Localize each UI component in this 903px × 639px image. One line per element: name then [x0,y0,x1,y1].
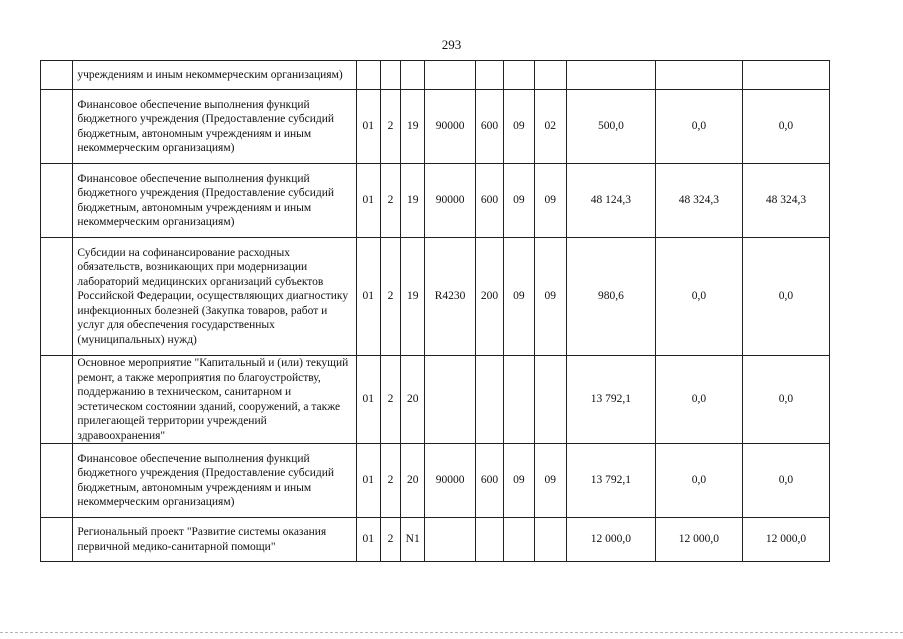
row-number-cell [41,61,73,90]
code-subprogram: 2 [380,444,400,518]
table-row [41,518,830,562]
code-event: 20 [401,444,425,518]
code-direction [425,518,476,562]
code-event [401,61,425,90]
amount-year-2: 48 324,3 [655,164,742,238]
table-row [41,444,830,518]
code-expense-type [475,518,503,562]
code-section: 01 [356,238,380,356]
code-direction: 90000 [425,90,476,164]
code-direction [425,61,476,90]
amount-year-1: 500,0 [566,90,655,164]
code-chapter [504,518,534,562]
code-chapter [504,61,534,90]
code-event: 19 [401,90,425,164]
code-direction: 90000 [425,444,476,518]
code-chapter: 09 [504,164,534,238]
amount-year-1: 980,6 [566,238,655,356]
row-number-cell [41,356,73,444]
row-number-cell [41,164,73,238]
code-subprogram [380,61,400,90]
code-section: 01 [356,90,380,164]
row-name-cell: Финансовое обеспечение выполнения функций бюджетного учреждения (Предоставление субсидий бюджетным, автономным учреждениям и иным некоммерческим организациям) [73,164,356,238]
code-subprogram: 2 [380,518,400,562]
row-name-cell: Региональный проект "Развитие системы оказания первичной медико-санитарной помощи" [73,518,356,562]
code-subchapter: 09 [534,164,566,238]
code-direction: R4230 [425,238,476,356]
amount-year-3: 48 324,3 [742,164,829,238]
code-subchapter: 09 [534,238,566,356]
page-number: 293 [441,37,462,52]
code-chapter: 09 [504,90,534,164]
amount-year-3: 0,0 [742,356,829,444]
table-row [41,238,830,356]
amount-year-2: 0,0 [655,238,742,356]
code-section [356,61,380,90]
code-chapter: 09 [504,444,534,518]
row-number-cell [41,238,73,356]
code-event: 19 [401,164,425,238]
code-subprogram: 2 [380,164,400,238]
code-chapter: 09 [504,238,534,356]
row-number-cell [41,518,73,562]
amount-year-2: 12 000,0 [655,518,742,562]
code-expense-type [475,61,503,90]
code-subchapter [534,518,566,562]
amount-year-3: 0,0 [742,444,829,518]
code-direction [425,356,476,444]
amount-year-1: 13 792,1 [566,444,655,518]
code-expense-type [475,356,503,444]
code-event: 19 [401,238,425,356]
amount-year-2: 0,0 [655,444,742,518]
code-expense-type: 600 [475,90,503,164]
row-name-cell: Финансовое обеспечение выполнения функций бюджетного учреждения (Предоставление субсидий бюджетным, автономным учреждениям и иным некоммерческим организациям) [73,90,356,164]
amount-year-1: 48 124,3 [566,164,655,238]
amount-year-1: 13 792,1 [566,356,655,444]
amount-year-1: 12 000,0 [566,518,655,562]
row-number-cell [41,90,73,164]
budget-table [40,60,830,562]
amount-year-3: 0,0 [742,238,829,356]
code-section: 01 [356,444,380,518]
amount-year-2: 0,0 [655,356,742,444]
row-name-cell: учреждениям и иным некоммерческим организациям) [73,61,356,90]
page-edge-line [0,632,903,633]
code-subchapter: 02 [534,90,566,164]
row-number-cell [41,444,73,518]
code-section: 01 [356,164,380,238]
code-expense-type: 200 [475,238,503,356]
code-chapter [504,356,534,444]
row-name-cell: Финансовое обеспечение выполнения функций бюджетного учреждения (Предоставление субсидий бюджетным, автономным учреждениям и иным некоммерческим организациям) [73,444,356,518]
table-row [41,164,830,238]
code-expense-type: 600 [475,164,503,238]
code-section: 01 [356,356,380,444]
amount-year-3: 0,0 [742,90,829,164]
code-event: 20 [401,356,425,444]
amount-year-3 [742,61,829,90]
code-subprogram: 2 [380,238,400,356]
code-subprogram: 2 [380,356,400,444]
table-row [41,61,830,90]
amount-year-2: 0,0 [655,90,742,164]
amount-year-1 [566,61,655,90]
amount-year-2 [655,61,742,90]
table-row [41,90,830,164]
code-subchapter [534,356,566,444]
code-section: 01 [356,518,380,562]
row-name-cell: Основное мероприятие "Капитальный и (или) текущий ремонт, а также мероприятия по благоустройству, поддержанию в техническом, санитарном и эстетическом состоянии зданий, сооружений, а также прилегающей территории учреждений здравоохранения" [73,356,356,444]
code-subprogram: 2 [380,90,400,164]
code-event: N1 [401,518,425,562]
table-row [41,356,830,444]
row-name-cell: Субсидии на софинансирование расходных обязательств, возникающих при модернизации лабораторий медицинских организаций субъектов Российской Федерации, осуществляющих диагностику инфекционных болезней (Закупка товаров, работ и услуг для обеспечения государственных (муниципальных) нужд) [73,238,356,356]
code-subchapter [534,61,566,90]
code-subchapter: 09 [534,444,566,518]
code-direction: 90000 [425,164,476,238]
amount-year-3: 12 000,0 [742,518,829,562]
code-expense-type: 600 [475,444,503,518]
